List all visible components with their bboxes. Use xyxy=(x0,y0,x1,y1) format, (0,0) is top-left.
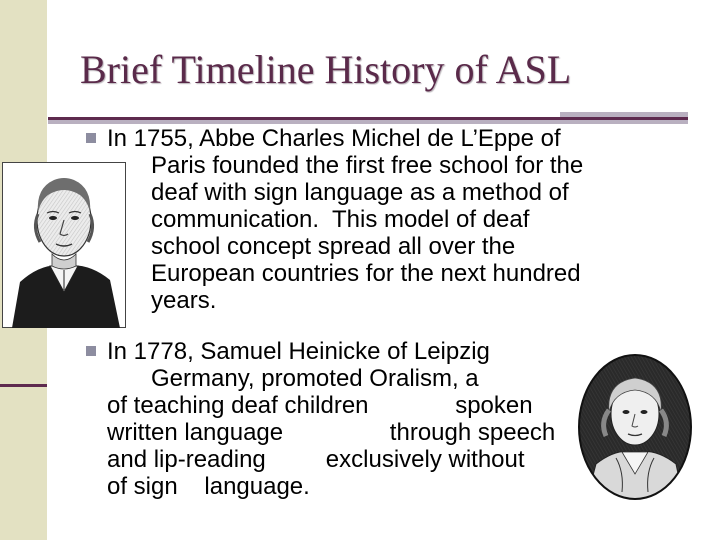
bullet-2-line-3: of teaching deaf children spoken xyxy=(107,392,533,419)
square-bullet-icon xyxy=(86,346,96,356)
bullet-2-line-1: In 1778, Samuel Heinicke of Leipzig xyxy=(107,338,490,365)
bullet-1-line-4: communication. This model of deaf xyxy=(151,206,530,233)
bullet-2-line-5: and lip-reading exclusively without xyxy=(107,446,525,473)
bullet-1-line-7: years. xyxy=(151,287,217,314)
bullet-1-line-3: deaf with sign language as a method of xyxy=(151,179,569,206)
bullet-2-line-2: Germany, promoted Oralism, a xyxy=(151,365,479,392)
left-accent-stripe xyxy=(0,384,47,387)
bullet-1-line-1: In 1755, Abbe Charles Michel de L’Eppe of xyxy=(107,125,561,152)
bullet-2-line-6: of sign language. xyxy=(107,473,310,500)
title-rule-shadow xyxy=(48,120,688,124)
portrait-de-l-eppe xyxy=(2,162,126,328)
bullet-1-line-2: Paris founded the first free school for the xyxy=(151,152,584,179)
portrait-heinicke xyxy=(576,352,694,502)
bullet-1-line-5: school concept spread all over the xyxy=(151,233,516,260)
square-bullet-icon xyxy=(86,133,96,143)
slide-title: Brief Timeline History of ASL xyxy=(80,47,572,92)
bullet-1-line-6: European countries for the next hundred xyxy=(151,260,581,287)
bullet-2-line-4: written language through speech xyxy=(107,419,556,446)
